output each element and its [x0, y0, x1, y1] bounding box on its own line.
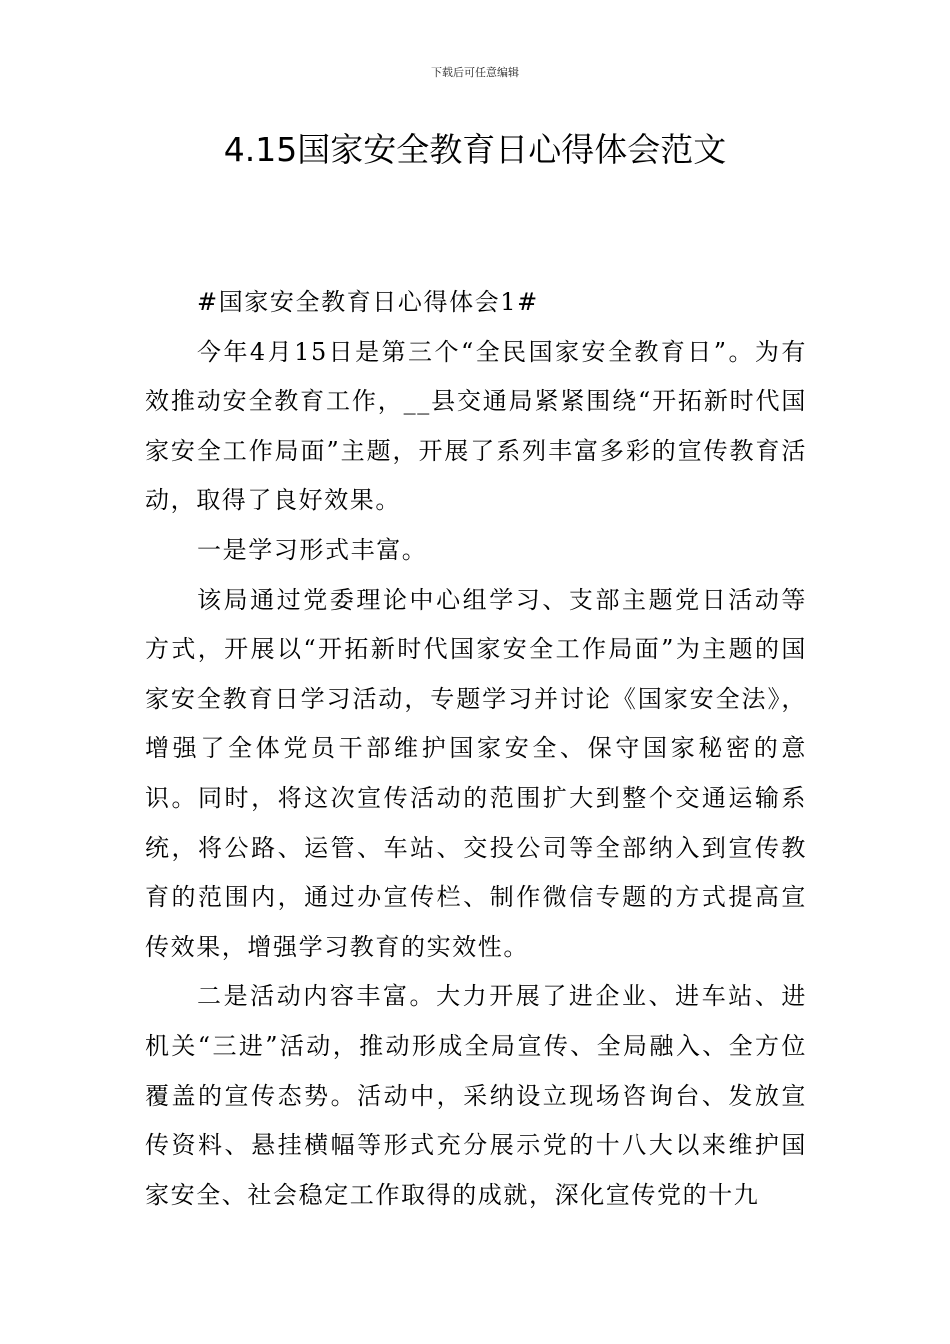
page-title: 4.15国家安全教育日心得体会范文	[223, 130, 727, 169]
paragraph: 一是学习形式丰富。	[197, 535, 428, 564]
paragraph: 该局通过党委理论中心组学习、支部主题党日活动等方式，开展以“开拓新时代国家安全工作局面”为主题的国家安全教育日学习活动，专题学习并讨论《国家安全法》，增强了全体党员干部维护国家安全、保守国家秘密的意识。同时，将这次宣传活动的范围扩大到整个交通运输系统，将公路、运管、车站、交投公司等全部纳入到宣传教育的范围内，通过办宣传栏、制作微信专题的方式提高宣传效果，增强学习教育的实效性。	[145, 585, 807, 961]
header-note: 下载后可任意编辑	[431, 66, 519, 79]
paragraph: 二是活动内容丰富。大力开展了进企业、进车站、进机关“三进”活动，推动形成全局宣传、全局融入、全方位覆盖的宣传态势。活动中，采纳设立现场咨询台、发放宣传资料、悬挂横幅等形式充分展示党的十八大以来维护国家安全、社会稳定工作取得的成就，深化宣传党的十九	[145, 982, 807, 1209]
paragraph-heading: #国家安全教育日心得体会1#	[197, 288, 539, 316]
paragraph: 今年4月15日是第三个“全民国家安全教育日”。为有效推动安全教育工作，__县交通局紧紧围绕“开拓新时代国家安全工作局面”主题，开展了系列丰富多彩的宣传教育活动，取得了良好效果。	[145, 337, 807, 515]
document-body	[145, 278, 807, 1220]
